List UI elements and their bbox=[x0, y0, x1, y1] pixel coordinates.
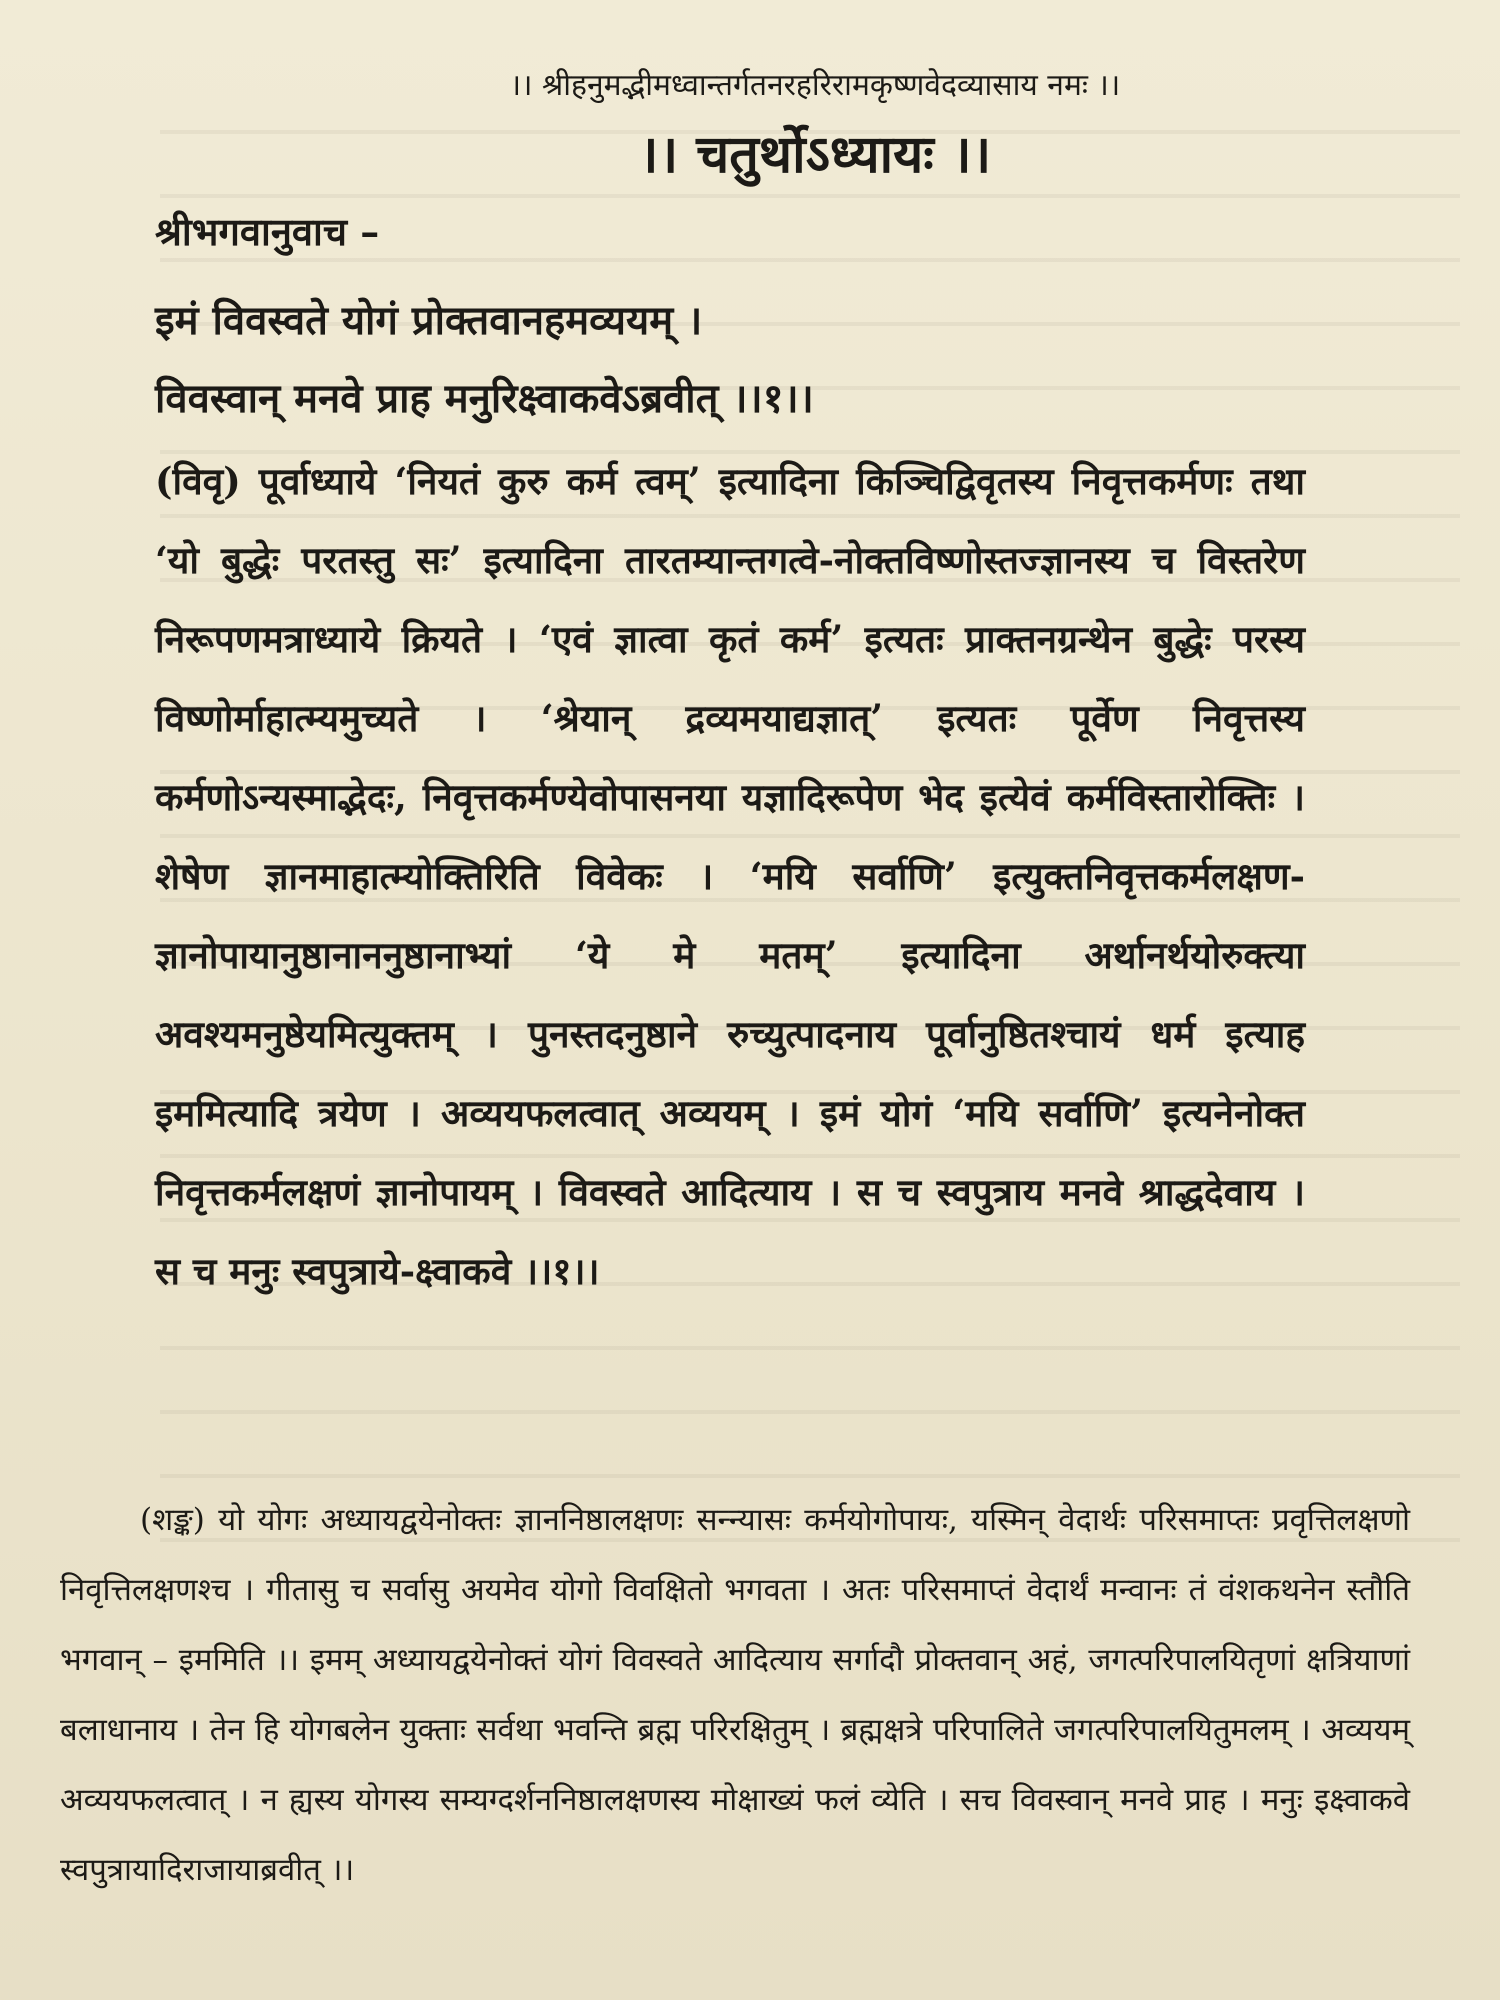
chapter-title: ।। चतुर्थोऽध्यायः ।। bbox=[638, 124, 992, 185]
verse-line-2: विवस्वान् मनवे प्राह मनुरिक्ष्वाकवेऽब्रवीत् ।।१।। bbox=[155, 375, 814, 422]
verse-line-1: इमं विवस्वते योगं प्रोक्तवानहमव्ययम् । bbox=[155, 297, 703, 344]
commentary-shankara: (शङ्क) यो योगः अध्यायद्वयेनोक्तः ज्ञाननिष्ठालक्षणः सन्न्यासः कर्मयोगोपायः, यस्मिन् वेदार्थः परिसमाप्तः प्रवृत्तिलक्षणो निवृत्तिलक्षणश्च । गीतासु च सर्वासु अयमेव योगो विवक्षितो भगवता । अतः परिसमाप्तं वेदार्थं मन्वानः तं वंशकथनेन स्तौति भगवान् – इममिति ।। इमम् अध्यायद्वयेनोक्तं योगं विवस्वते आदित्याय सर्गादौ प्रोक्तवान् अहं, जगत्परिपालयितृणां क्षत्रियाणां बलाधानाय । तेन हि योगबलेन युक्ताः सर्वथा भवन्ति ब्रह्म परिरक्षितुम् । ब्रह्मक्षत्रे परिपालिते जगत्परिपालयितुमलम् । अव्ययम् अव्ययफलत्वात् । न ह्यस्य योगस्य सम्यग्दर्शननिष्ठालक्षणस्य मोक्षाख्यं फलं व्येति । सच विवस्वान् मनवे प्राह । मनुः इक्ष्वाकवे स्वपुत्रायादिराजायाब्रवीत् ।। bbox=[60, 1502, 1410, 1888]
commentary-vivriti: (विवृ) पूर्वाध्याये ‘नियतं कुरु कर्म त्वम्’ इत्यादिना किञ्चिद्विवृतस्य निवृत्तकर्मणः तथा ‘यो बुद्धेः परतस्तु सः’ इत्यादिना तारतम्यान्तगत्वे-नोक्तविष्णोस्तज्ज्ञानस्य च विस्तरेण निरूपणमत्राध्याये क्रियते । ‘एवं ज्ञात्वा कृतं कर्म’ इत्यतः प्राक्तनग्रन्थेन बुद्धेः परस्य विष्णोर्माहात्म्यमुच्यते । ‘श्रेयान् द्रव्यमयाद्यज्ञात्’ इत्यतः पूर्वेण निवृत्तस्य कर्मणोऽन्यस्माद्भेदः, निवृत्तकर्मण्येवोपासनया यज्ञादिरूपेण भेद इत्येवं कर्मविस्तारोक्तिः । शेषेण ज्ञानमाहात्म्योक्तिरिति विवेकः । ‘मयि सर्वाणि’ इत्युक्तनिवृत्तकर्मलक्षण-ज्ञानोपायानुष्ठानाननुष्ठानाभ्यां ‘ये मे मतम्’ इत्यादिना अर्थानर्थयोरुक्त्या अवश्यमनुष्ठेयमित्युक्तम् । पुनस्तदनुष्ठाने रुच्युत्पादनाय पूर्वानुष्ठितश्चायं धर्म इत्याह इममित्यादि त्रयेण । अव्ययफलत्वात् अव्ययम् । इमं योगं ‘मयि सर्वाणि’ इत्यनेनोक्त निवृत्तकर्मलक्षणं ज्ञानोपायम् । विवस्वते आदित्याय । स च स्वपुत्राय मनवे श्राद्धदेवाय । स च मनुः स्वपुत्राये-क्ष्वाकवे ।।१।। bbox=[155, 459, 1305, 1293]
speaker-heading: श्रीभगवानुवाच – bbox=[155, 209, 380, 254]
verse-block bbox=[155, 282, 1415, 438]
invocation-line: ।। श्रीहनुमद्भीमध्वान्तर्गतनरहरिरामकृष्णवेदव्यासाय नमः ।। bbox=[509, 68, 1121, 103]
page-content bbox=[155, 62, 1415, 1311]
